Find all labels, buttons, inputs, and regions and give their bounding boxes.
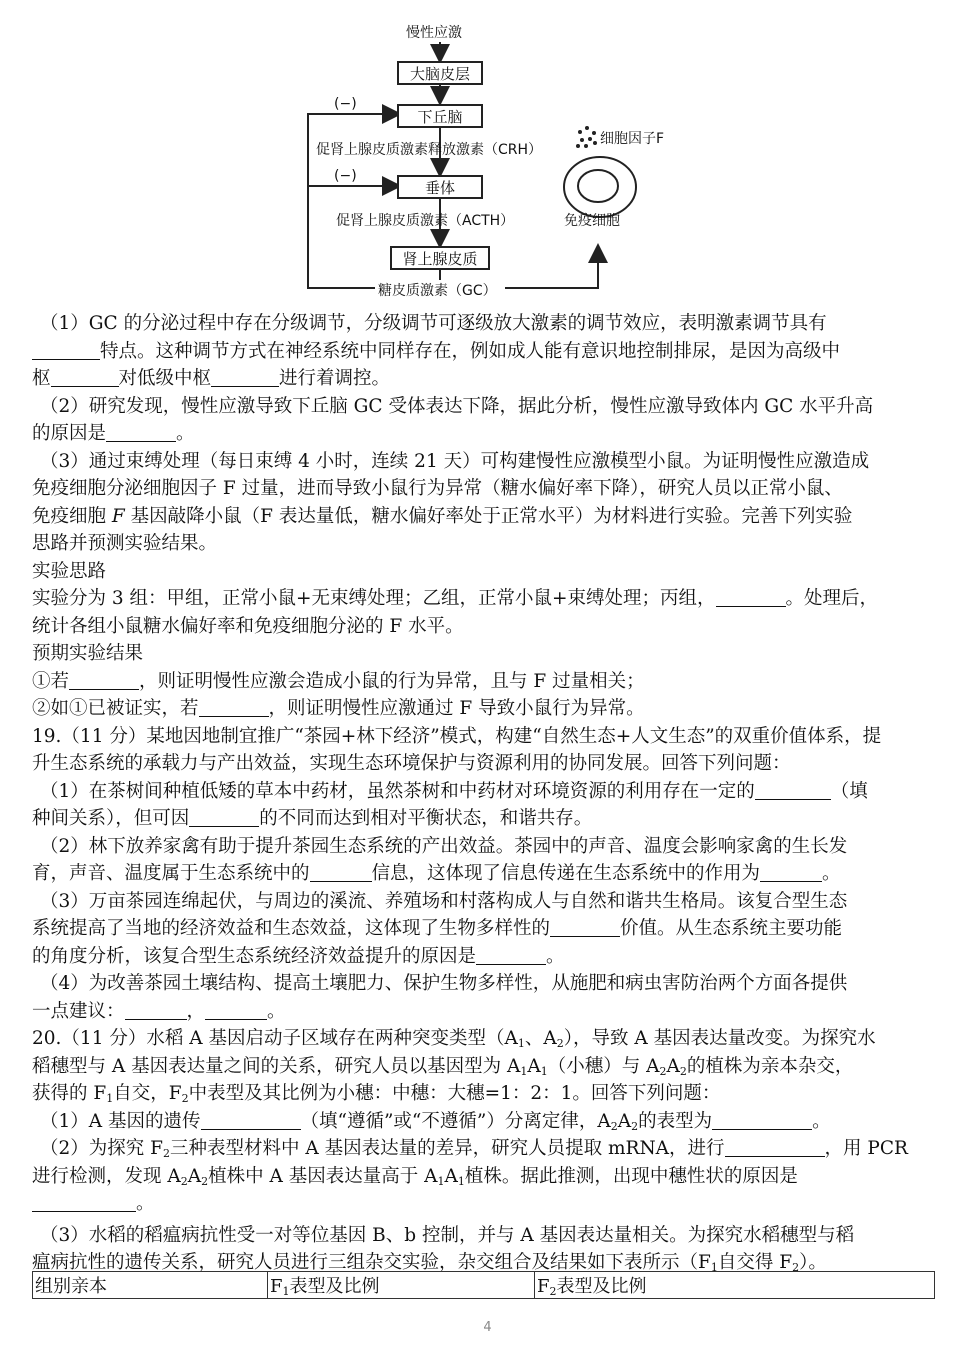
cross-results-table (32, 1271, 935, 1299)
answer-blank[interactable] (310, 863, 372, 882)
answer-blank[interactable] (189, 808, 259, 827)
text-line: 进行检测，发现 $A_2A_2$植株中 A 基因表达量高于 $A_1A_1$植株。据此推测，出现中穗性状的原因是 (32, 1165, 798, 1188)
answer-blank[interactable] (712, 1111, 812, 1130)
question-19-header: 19.（11 分）某地因地制宜推广“茶园+林下经济”模式，构建“自然生态+人文生态”的双重价值体系，提 (32, 725, 882, 747)
text-line: 的原因是 。 (32, 423, 195, 444)
text-line: （3）水稻的稻瘟病抗性受一对等位基因 B、b 控制，并与 A 基因表达量相关。为探究水稻穗型与稻 (40, 1224, 855, 1246)
text-line: 免疫细胞 F 基因敲降小鼠（F 表达量低，糖水偏好率处于正常水平）为材料进行实验。完善下列实验 (32, 505, 853, 527)
diagram-gc-label: 糖皮质激素（GC） (375, 280, 500, 300)
answer-blank[interactable] (476, 946, 546, 965)
text-line: （3）万亩茶园连绵起伏，与周边的溪流、养殖场和村落构成人与自然和谐共生格局。该复合型生态 (40, 890, 848, 912)
text-line: ②如①已被证实，若 ，则证明慢性应激通过 F 导致小鼠行为异常。 (32, 698, 645, 719)
text-line: 免疫细胞分泌细胞因子 F 过量，进而导致小鼠行为异常（糖水偏好率下降），研究人员以正常小鼠、 (32, 478, 843, 499)
table-header-row (33, 1272, 935, 1299)
text-line: 系统提高了当地的经济效益和生态效益，这体现了生物多样性的 价值。从生态系统主要功能 (32, 918, 843, 939)
table-header-f1: $F_1$表型及比例 (268, 1272, 535, 1299)
question-body (32, 310, 952, 1277)
text-line: （2）林下放养家禽有助于提升茶园生态系统的产出效益。茶园中的声音、温度会影响家禽的生长发 (40, 835, 848, 857)
page-number: 4 (483, 1320, 492, 1335)
answer-blank[interactable] (106, 423, 176, 442)
answer-blank[interactable] (211, 368, 279, 387)
answer-blank[interactable] (125, 1001, 187, 1020)
text-line: （4）为改善茶园土壤结构、提高土壤肥力、保护生物多样性，从施肥和病虫害防治两个方面各提供 (40, 973, 848, 994)
arrow-gc-immune (505, 247, 598, 288)
text-line: （2）研究发现，慢性应激导致下丘脑 GC 受体表达下降，据此分析，慢性应激导致体内 GC 水平升高 (40, 395, 874, 417)
table-header-group-parent: 组别亲本 (33, 1272, 268, 1299)
text-line: 特点。这种调节方式在神经系统中同样存在，例如成人能有意识地控制排尿，是因为高级中 (32, 338, 952, 366)
answer-blank[interactable] (51, 368, 119, 387)
text-line: （2）为探究 $F_2$三种表型材料中 A 基因表达量的差异，研究人员提取 mRNA，进行 ，用 PCR (40, 1138, 908, 1160)
immune-cell-nucleus (578, 170, 618, 202)
answer-blank[interactable] (725, 1138, 825, 1157)
diagram-pituitary-box: 垂体 (397, 175, 483, 199)
diagram-stress-label: 慢性应激 (406, 25, 462, 41)
answer-blank[interactable] (32, 1193, 136, 1212)
diagram-negative-feedback-1: (−) (334, 96, 357, 112)
answer-blank[interactable] (199, 698, 269, 717)
answer-blank[interactable] (716, 588, 786, 607)
text-line: 获得的 $F_1$自交，$F_2$中表型及其比例为小穗：中穗：大穗=1：2：1。回答下列问题： (32, 1083, 721, 1105)
diagram-cytokine-label: 细胞因子F (600, 131, 665, 147)
text-line: 思路并预测实验结果。 (32, 533, 218, 554)
diagram-adrenal-box: 肾上腺皮质 (390, 246, 490, 270)
text-line: 瘟病抗性的遗传关系，研究人员进行三组杂交实验，杂交组合及结果如下表所示（$F_1$自交得 $F_2$）。 (32, 1252, 827, 1274)
text-line: 的角度分析，该复合型生态系统经济效益提升的原因是 。 (32, 945, 565, 967)
answer-blank[interactable] (201, 1111, 301, 1130)
answer-blank[interactable] (69, 671, 139, 690)
text-line: 育，声音、温度属于生态系统中的 信息，这体现了信息传递在生态系统中的作用为 。 (32, 863, 841, 884)
text-line: 。 (32, 1190, 952, 1218)
diagram-crh-label: 促肾上腺皮质激素释放激素（CRH） (316, 142, 543, 158)
text-line: （1）在茶树间种植低矮的草本中药材，虽然茶树和中药材对环境资源的利用存在一定的 （填 (40, 780, 868, 802)
diagram-acth-label: 促肾上腺皮质激素（ACTH） (336, 213, 515, 229)
text-line: 升生态系统的承载力与产出效益，实现生态环境保护与资源利用的协同发展。回答下列问题： (32, 753, 791, 774)
text-line: （1）GC 的分泌过程中存在分级调节，分级调节可逐级放大激素的调节效应，表明激素调节具有 (40, 313, 827, 334)
text-line: 枢 对低级中枢 进行着调控。 (32, 368, 391, 389)
text-line: ①若 ，则证明慢性应激会造成小鼠的行为异常，且与 F 过量相关； (32, 670, 645, 692)
section-heading: 预期实验结果 (32, 643, 144, 664)
question-20-header: 20.（11 分）水稻 A 基因启动子区域存在两种突变类型（$A_1$、$A_2$），导致 A 基因表达量改变。为探究水 (32, 1028, 876, 1050)
text-line: 实验分为 3 组：甲组，正常小鼠+无束缚处理；乙组，正常小鼠+束缚处理；丙组， 。处理后， (32, 588, 879, 609)
text-line: 种间关系），但可因 的不同而达到相对平衡状态，和谐共存。 (32, 808, 593, 829)
diagram-hypothalamus-box: 下丘脑 (397, 104, 483, 128)
cytokine-dots (576, 126, 597, 148)
text-line: （3）通过束缚处理（每日束缚 4 小时，连续 21 天）可构建慢性应激模型小鼠。为证明慢性应激造成 (40, 450, 870, 472)
answer-blank[interactable] (760, 863, 822, 882)
text-line: 稻穗型与 A 基因表达量之间的关系，研究人员以基因型为 $A_1A_1$（小穗）与 $A_2A_2$的植株为亲本杂交， (32, 1055, 854, 1078)
answer-blank[interactable] (755, 781, 831, 800)
immune-cell-membrane (564, 157, 636, 217)
text-line: （1）A 基因的遗传 （填“遵循”或“不遵循”）分离定律，$A_2A_2$的表型为 。 (40, 1110, 831, 1133)
text-line: 一点建议： ， 。 (32, 1000, 286, 1022)
answer-blank[interactable] (550, 918, 620, 937)
answer-blank[interactable] (32, 341, 100, 360)
text-line: 统计各组小鼠糖水偏好率和免疫细胞分泌的 F 水平。 (32, 615, 464, 637)
diagram-cortex-box: 大脑皮层 (397, 61, 483, 85)
diagram-immune-label: 免疫细胞 (564, 213, 620, 229)
diagram-negative-feedback-2: (−) (334, 168, 357, 184)
table-header-f2: $F_2$表型及比例 (535, 1272, 935, 1299)
answer-blank[interactable] (205, 1001, 267, 1020)
hpa-axis-diagram (290, 12, 670, 302)
section-heading: 实验思路 (32, 560, 107, 582)
